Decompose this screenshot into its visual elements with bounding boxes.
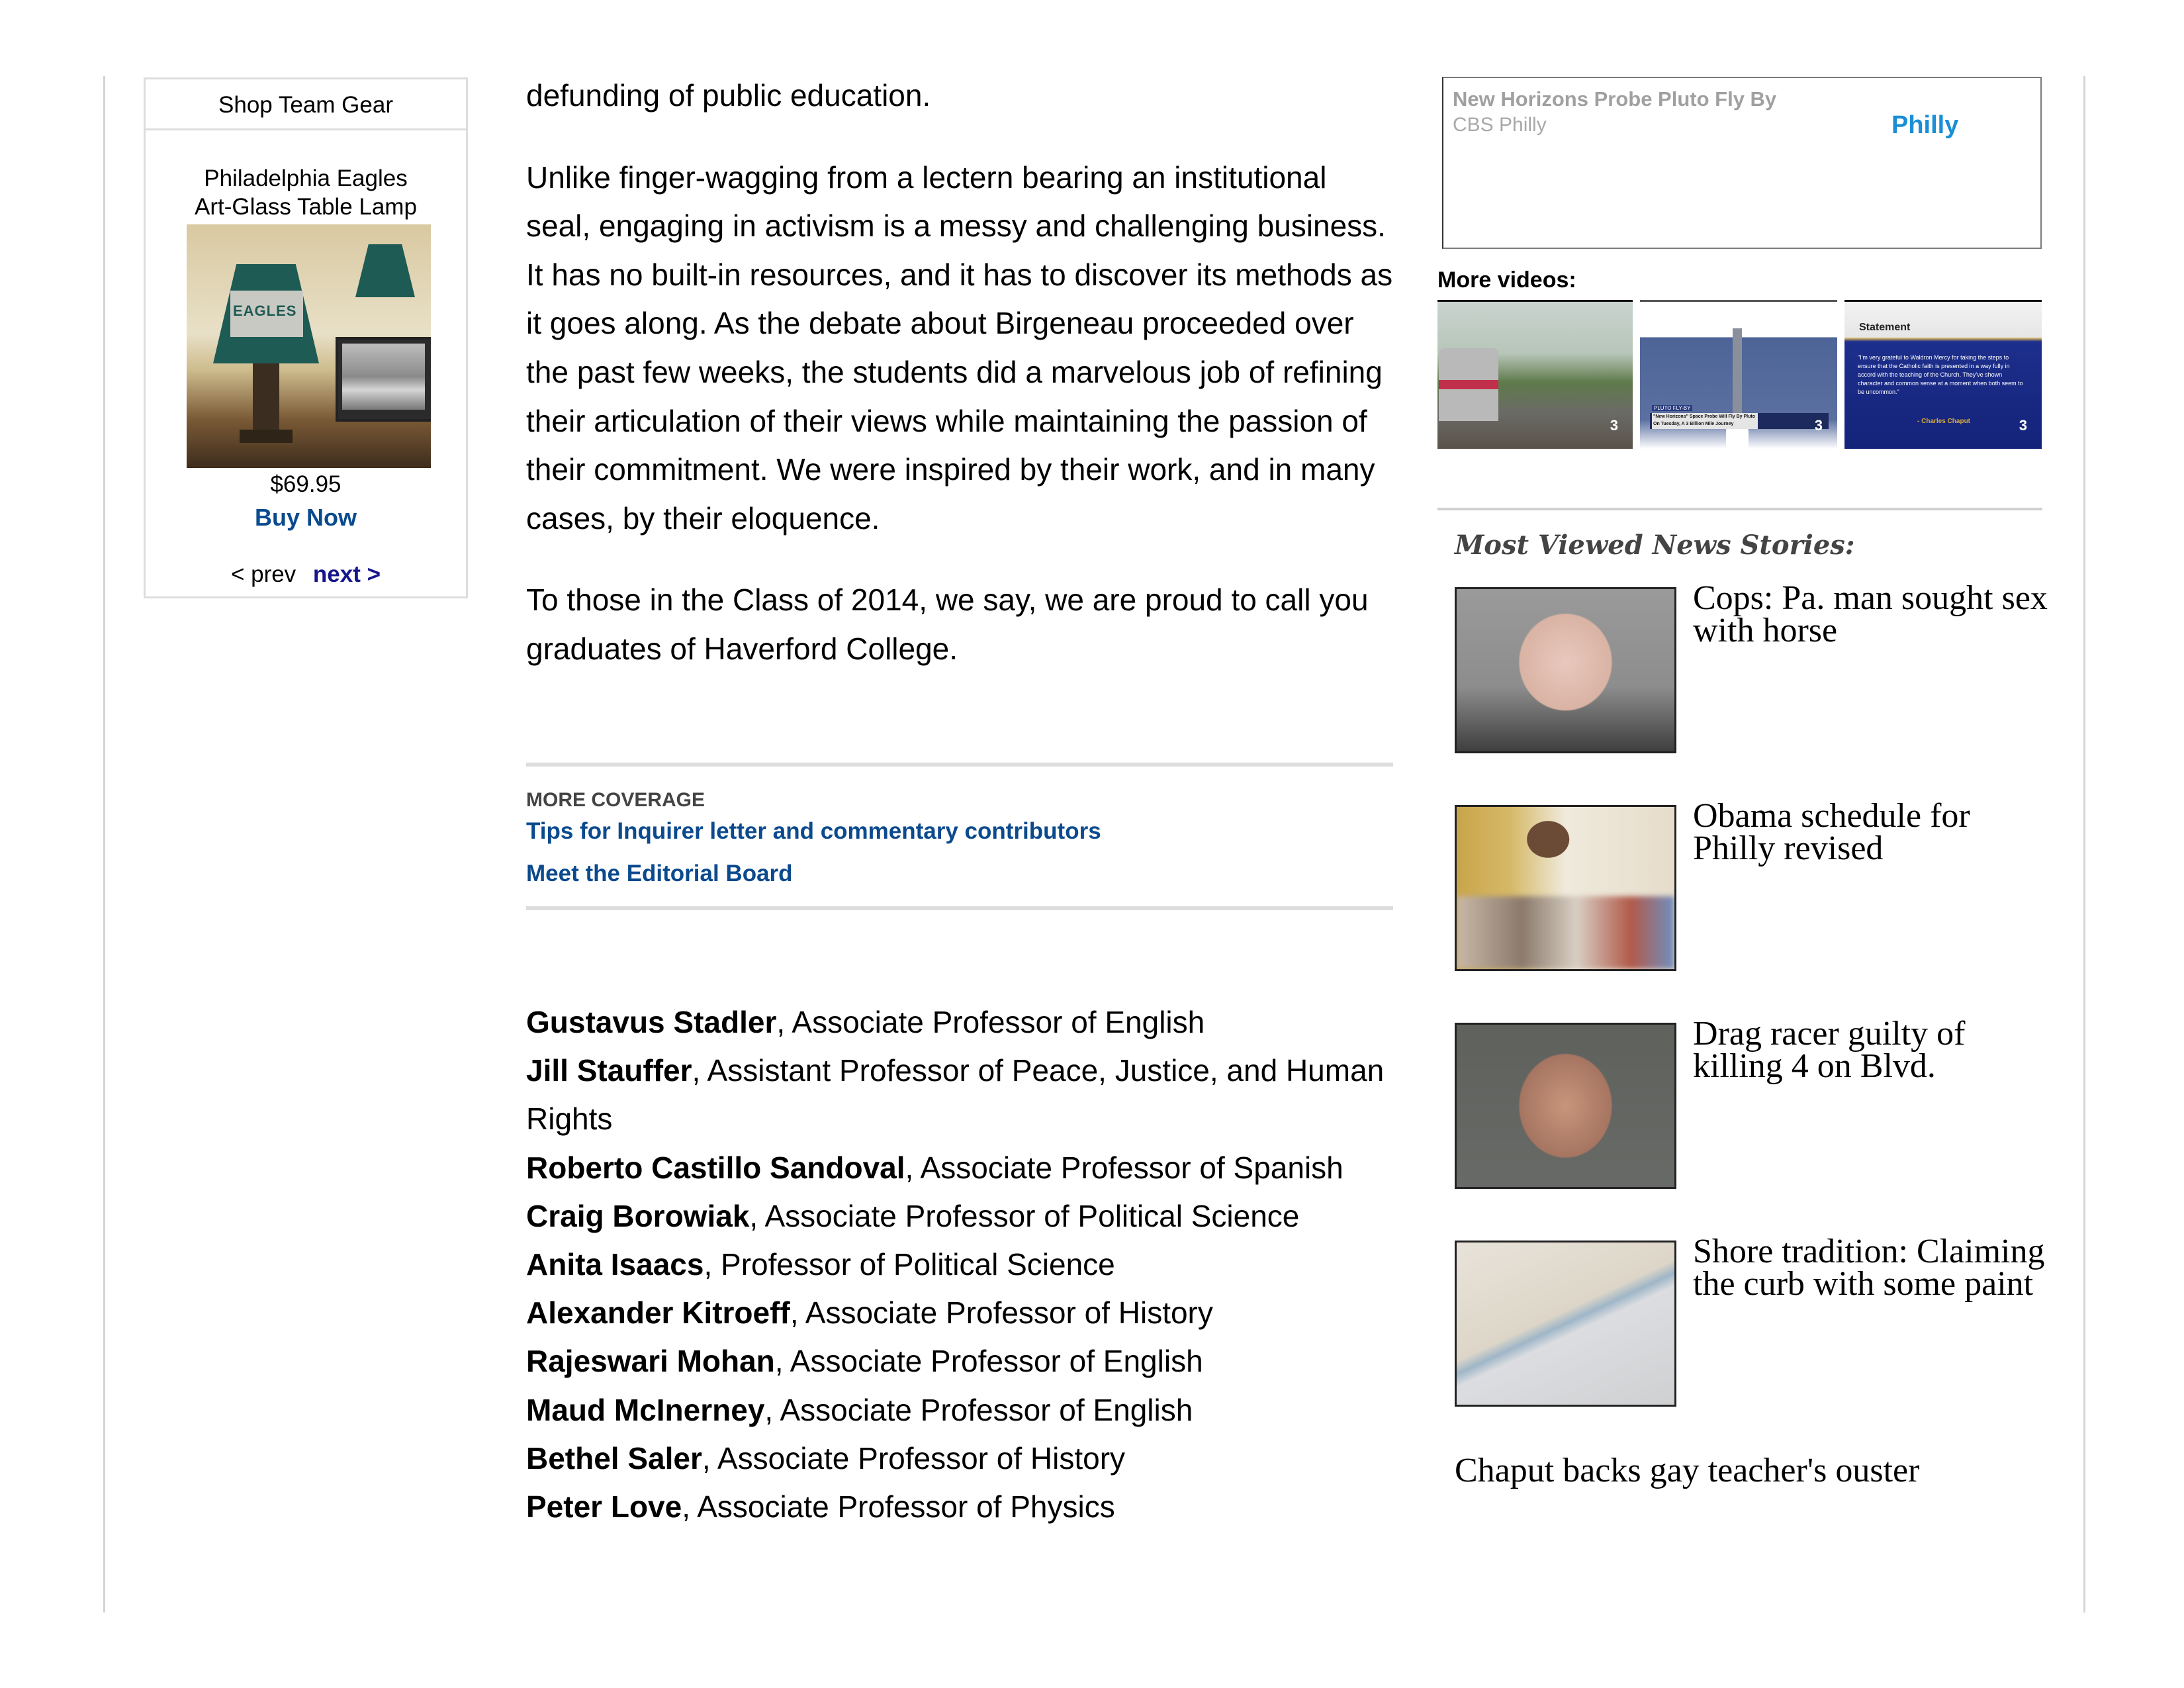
video-thumbnail-train[interactable] (1437, 300, 1633, 449)
story-thumbnail[interactable] (1455, 805, 1676, 971)
signatory (526, 1241, 1393, 1289)
more-coverage-label: MORE COVERAGE (526, 789, 705, 811)
story-thumbnail[interactable] (1455, 1023, 1676, 1189)
article-body (526, 71, 1393, 707)
story-thumbnail[interactable] (1455, 587, 1676, 753)
article-paragraph: defunding of public education. (526, 78, 931, 113)
signatory-title: , Associate Professor of Spanish (905, 1150, 1343, 1185)
more-coverage (526, 763, 1393, 910)
signatory-name: Craig Borowiak (526, 1198, 750, 1233)
signatory-title: , Associate Professor of English (776, 1005, 1205, 1039)
lamp-base (253, 363, 279, 436)
signatory-name: Peter Love (526, 1489, 682, 1524)
lamp-side-view (355, 244, 415, 297)
ad-pager (146, 560, 466, 589)
signatory (526, 1144, 1393, 1192)
story-title[interactable]: Obama schedule for Philly revised (1693, 797, 1970, 867)
story-title[interactable]: Shore tradition: Claiming the curb with some paint (1693, 1233, 2045, 1303)
product-price: $69.95 (270, 471, 341, 497)
cbs3-logo-icon: 3 (2019, 417, 2027, 434)
article-paragraph: Unlike finger-wagging from a lectern bearing an institutional seal, engaging in activism is a messy and challenging business. It has no built-in resources, and it has to discover its methods as it goes along. As the debate about Birgeneau proceeded over the past few weeks, the students did a marvelous job of refining their articulation of their views while maintaining the passion of their commitment. We were inspired by their work, and in many cases, by their eloquence. (526, 160, 1393, 536)
signatory-title: , Associate Professor of History (790, 1295, 1213, 1331)
caption-tag: PLUTO FLY-BY (1652, 405, 1692, 411)
signatory-name: Bethel Saler (526, 1440, 702, 1476)
signatory-title: , Associate Professor of English (764, 1392, 1193, 1427)
product-image[interactable] (187, 224, 431, 468)
train-stripe (1439, 380, 1498, 389)
video-thumbnail-pluto[interactable] (1640, 300, 1837, 449)
signatory-name: Maud McInerney (526, 1392, 765, 1427)
signatory-title: , Associate Professor of English (774, 1344, 1203, 1379)
signatory (526, 1047, 1393, 1143)
product-title-line1: Philadelphia Eagles (204, 165, 408, 191)
text-only-story-link[interactable]: Chaput backs gay teacher's ouster (1455, 1452, 1920, 1489)
signatory-name: Gustavus Stadler (526, 1005, 777, 1039)
statement-title: Statement (1859, 322, 1911, 333)
buy-now-link[interactable]: Buy Now (254, 504, 357, 531)
signatory-name: Rajeswari Mohan (526, 1344, 775, 1379)
signatory-name: Alexander Kitroeff (526, 1295, 790, 1331)
prev-link[interactable]: < prev (230, 561, 296, 587)
shop-team-gear-ad (144, 77, 468, 598)
video-title: New Horizons Probe Pluto Fly By (1453, 87, 1777, 111)
cbs-philly-logo: Philly (1891, 111, 1959, 139)
tips-link[interactable]: Tips for Inquirer letter and commentary contributors (526, 818, 1101, 844)
product-title[interactable] (146, 164, 466, 221)
article-paragraph: To those in the Class of 2014, we say, we are proud to call you graduates of Haverford College. (526, 583, 1369, 666)
signatory (526, 1434, 1393, 1483)
signatory-title: , Professor of Political Science (704, 1247, 1115, 1282)
cbs3-logo-icon: 3 (1610, 417, 1618, 434)
signatory (526, 1386, 1393, 1434)
story-title[interactable]: Drag racer guilty of killing 4 on Blvd. (1693, 1015, 1966, 1085)
signatory-name: Roberto Castillo Sandoval (526, 1150, 905, 1185)
story-title[interactable]: Cops: Pa. man sought sex with horse (1693, 579, 2048, 649)
lamp-foot (240, 430, 293, 443)
signatory-title: , Associate Professor of Political Science (749, 1198, 1300, 1233)
lamp-logo-text: EAGLES (233, 303, 297, 319)
video-source: CBS Philly (1453, 114, 1547, 136)
signatories-list (526, 998, 1393, 1531)
cbs3-logo-icon: 3 (1814, 417, 1823, 434)
ad-header: Shop Team Gear (146, 79, 466, 130)
page-border-right (2083, 76, 2085, 1613)
signatory-name: Jill Stauffer (526, 1053, 692, 1088)
product-title-line2: Art-Glass Table Lamp (195, 194, 417, 220)
photo (342, 344, 425, 410)
story-thumbnail[interactable] (1455, 1241, 1676, 1407)
caption-text: "New Horizons" Space Probe Will Fly By Pluto On Tuesday, A 3 Billion Mile Journey (1652, 413, 1758, 429)
signatory (526, 1483, 1393, 1531)
video-player[interactable] (1442, 77, 2042, 249)
signatory (526, 1337, 1393, 1385)
next-link[interactable]: next > (312, 561, 381, 587)
crowd (1457, 896, 1674, 969)
signatory (526, 1289, 1393, 1337)
signatory-title: , Associate Professor of Physics (682, 1489, 1115, 1524)
right-column-divider (1437, 508, 2042, 510)
video-thumbnail-statement[interactable] (1844, 300, 2042, 449)
most-viewed-heading: Most Viewed News Stories: (1455, 530, 1855, 561)
signatory (526, 1192, 1393, 1241)
signatory-title: , Assistant Professor of Peace, Justice, and Human Rights (526, 1053, 1385, 1137)
signatory-title: , Associate Professor of History (702, 1440, 1126, 1476)
page-border-left (103, 76, 105, 1613)
editorial-board-link[interactable]: Meet the Editorial Board (526, 861, 793, 886)
signatory-name: Anita Isaacs (526, 1247, 704, 1282)
more-videos-label: More videos: (1437, 267, 1576, 293)
statement-quote: "I'm very grateful to Waldron Mercy for taking the steps to ensure that the Catholic faith is presented in a way fully in accord with the teaching of the Church. They've shown character and common sense at a moment when both seem to be uncommon." (1858, 354, 2023, 395)
signatory (526, 998, 1393, 1047)
statement-author: - Charles Chaput (1917, 418, 1971, 425)
